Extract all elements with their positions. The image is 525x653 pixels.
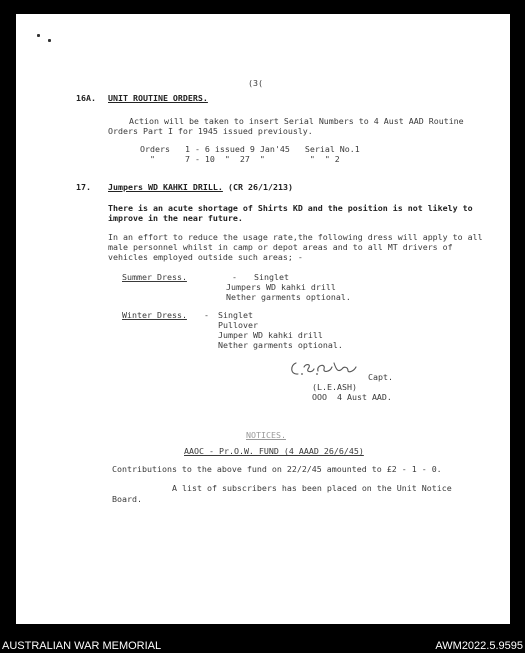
list-item: Pullover xyxy=(218,320,258,330)
heading-jumpers: Jumpers WD KAHKI DRILL. xyxy=(108,182,223,192)
text-line: Board. xyxy=(112,494,142,504)
text-line: In an effort to reduce the usage rate,the following dress will apply to all xyxy=(108,232,483,242)
list-item: Singlet xyxy=(254,272,289,282)
list-item: Singlet xyxy=(218,310,253,320)
signatory-title: OOO 4 Aust AAD. xyxy=(312,392,392,402)
orders-row: Orders 1 - 6 issued 9 Jan'45 Serial No.1 xyxy=(140,144,360,154)
footer-accession-number: AWM2022.5.9595 xyxy=(435,640,523,652)
heading-unit-routine-orders: UNIT ROUTINE ORDERS. xyxy=(108,93,208,103)
punch-mark xyxy=(48,39,51,42)
dash: - xyxy=(232,272,237,282)
text-line: vehicles employed outside such areas; - xyxy=(108,252,303,262)
text-line: Action will be taken to insert Serial Numbers to 4 Aust AAD Routine xyxy=(129,116,464,126)
archive-footer xyxy=(0,624,525,653)
list-item: Jumper WD kahki drill xyxy=(218,330,323,340)
dash: - xyxy=(204,310,209,320)
document-page xyxy=(16,14,510,624)
reference: (CR 26/1/213) xyxy=(228,182,293,192)
orders-row: " 7 - 10 " 27 " " " 2 xyxy=(140,154,340,164)
page-number: (3( xyxy=(248,78,263,88)
list-item: Nether garments optional. xyxy=(226,292,351,302)
list-item: Jumpers WD kahki drill xyxy=(226,282,336,292)
text-line: Contributions to the above fund on 22/2/45 amounted to £2 - 1 - 0. xyxy=(112,464,442,474)
summer-dress-label: Summer Dress. xyxy=(122,272,187,282)
list-item: Nether garments optional. xyxy=(218,340,343,350)
fund-title: AAOC - Pr.O.W. FUND (4 AAAD 26/6/45) xyxy=(184,446,364,456)
text-line: Orders Part I for 1945 issued previously. xyxy=(108,126,313,136)
text-line: A list of subscribers has been placed on the Unit Notice xyxy=(172,483,452,493)
text-line: improve in the near future. xyxy=(108,213,243,223)
footer-institution: AUSTRALIAN WAR MEMORIAL xyxy=(2,640,162,652)
winter-dress-label: Winter Dress. xyxy=(122,310,187,320)
item-number-16a: 16A. xyxy=(76,93,96,103)
text-line: male personnel whilst in camp or depot areas and to all MT drivers of xyxy=(108,242,453,252)
notices-heading: NOTICES. xyxy=(246,430,286,440)
signatory-name: (L.E.ASH) xyxy=(312,382,357,392)
item-number-17: 17. xyxy=(76,182,91,192)
punch-mark xyxy=(37,34,40,37)
handwritten-signature xyxy=(286,357,366,381)
text-line: There is an acute shortage of Shirts KD and the position is not likely to xyxy=(108,203,473,213)
signatory-rank: Capt. xyxy=(368,372,393,382)
